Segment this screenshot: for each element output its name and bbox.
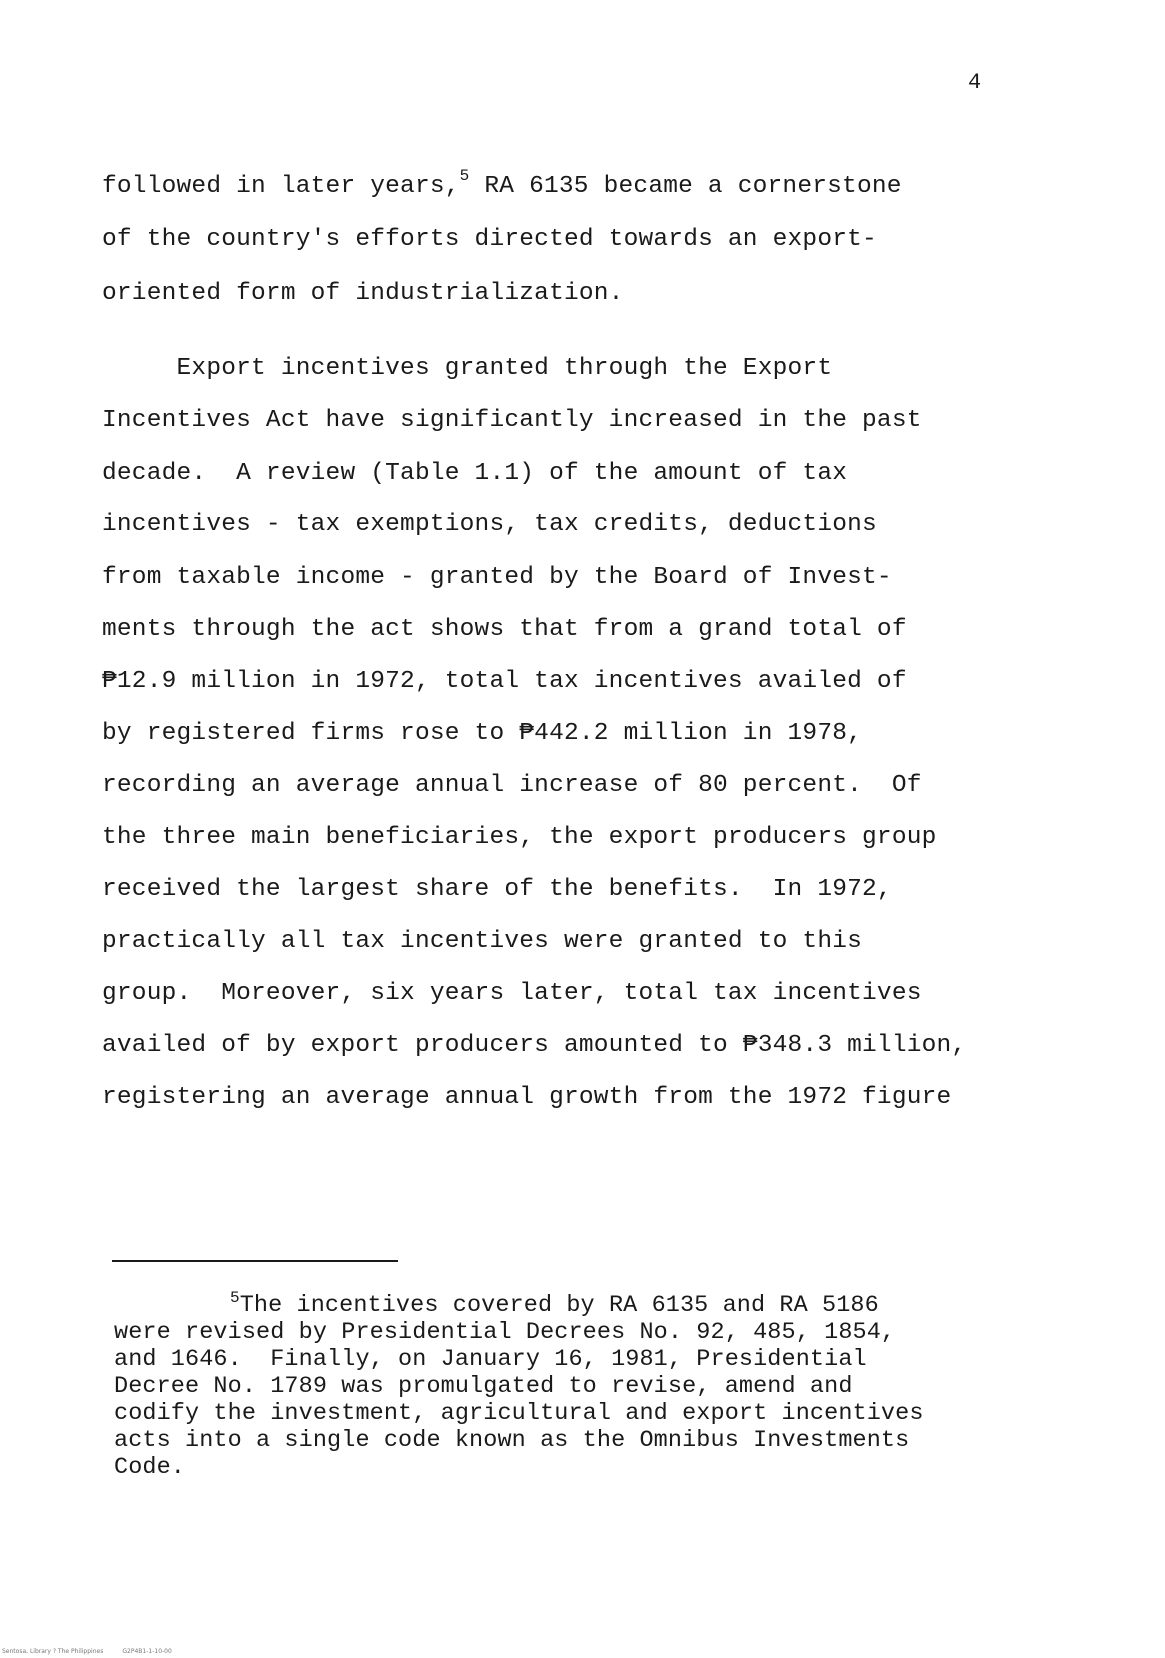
footnote-line-1-text: The incentives covered by RA 6135 and RA 5186 xyxy=(239,1292,879,1319)
footnote-reference: 5 xyxy=(459,167,470,185)
body-line-6: decade. A review (Table 1.1) of the amount of tax xyxy=(102,460,848,487)
footnote-line-1 xyxy=(230,1289,879,1320)
body-line-17: availed of by export producers amounted to ₱348.3 million, xyxy=(102,1032,967,1059)
footnote-separator xyxy=(112,1260,398,1262)
footnote-line-7: Code. xyxy=(114,1454,186,1481)
body-line-12: recording an average annual increase of 80 percent. Of xyxy=(102,772,922,799)
footnote-line-3: and 1646. Finally, on January 16, 1981, Presidential xyxy=(114,1346,867,1373)
footnote-mark: 5 xyxy=(230,1289,240,1307)
body-line-8: from taxable income - granted by the Board of Invest- xyxy=(102,564,892,591)
body-line-7: incentives - tax exemptions, tax credits, deductions xyxy=(102,511,877,538)
footnote-line-4: Decree No. 1789 was promulgated to revise, amend and xyxy=(114,1373,853,1400)
body-line-4: Export incentives granted through the Export xyxy=(102,355,833,382)
scan-footer: Sentosa, Library ? The Philippines G2P4B1-1-10-00 xyxy=(2,1648,172,1655)
body-line-1b: RA 6135 became a cornerstone xyxy=(469,173,902,200)
body-line-1 xyxy=(102,167,902,203)
footnote-line-2: were revised by Presidential Decrees No. 92, 485, 1854, xyxy=(114,1319,896,1346)
body-line-18: registering an average annual growth from the 1972 figure xyxy=(102,1084,952,1111)
body-line-14: received the largest share of the benefits. In 1972, xyxy=(102,876,892,903)
body-line-15: practically all tax incentives were granted to this xyxy=(102,928,863,955)
footnote-line-6: acts into a single code known as the Omnibus Investments xyxy=(114,1427,910,1454)
body-line-3: oriented form of industrialization. xyxy=(102,280,624,307)
footnote-line-5: codify the investment, agricultural and export incentives xyxy=(114,1400,924,1427)
body-line-13: the three main beneficiaries, the export producers group xyxy=(102,824,937,851)
body-line-9: ments through the act shows that from a grand total of xyxy=(102,616,907,643)
body-line-16: group. Moreover, six years later, total tax incentives xyxy=(102,980,922,1007)
body-line-2: of the country's efforts directed towards an export- xyxy=(102,226,877,253)
body-line-11: by registered firms rose to ₱442.2 million in 1978, xyxy=(102,720,863,747)
body-line-10: ₱12.9 million in 1972, total tax incentives availed of xyxy=(102,668,907,695)
body-line-1a: followed in later years, xyxy=(102,173,460,200)
page-number: 4 xyxy=(968,70,983,95)
body-line-5: Incentives Act have significantly increased in the past xyxy=(102,407,922,434)
